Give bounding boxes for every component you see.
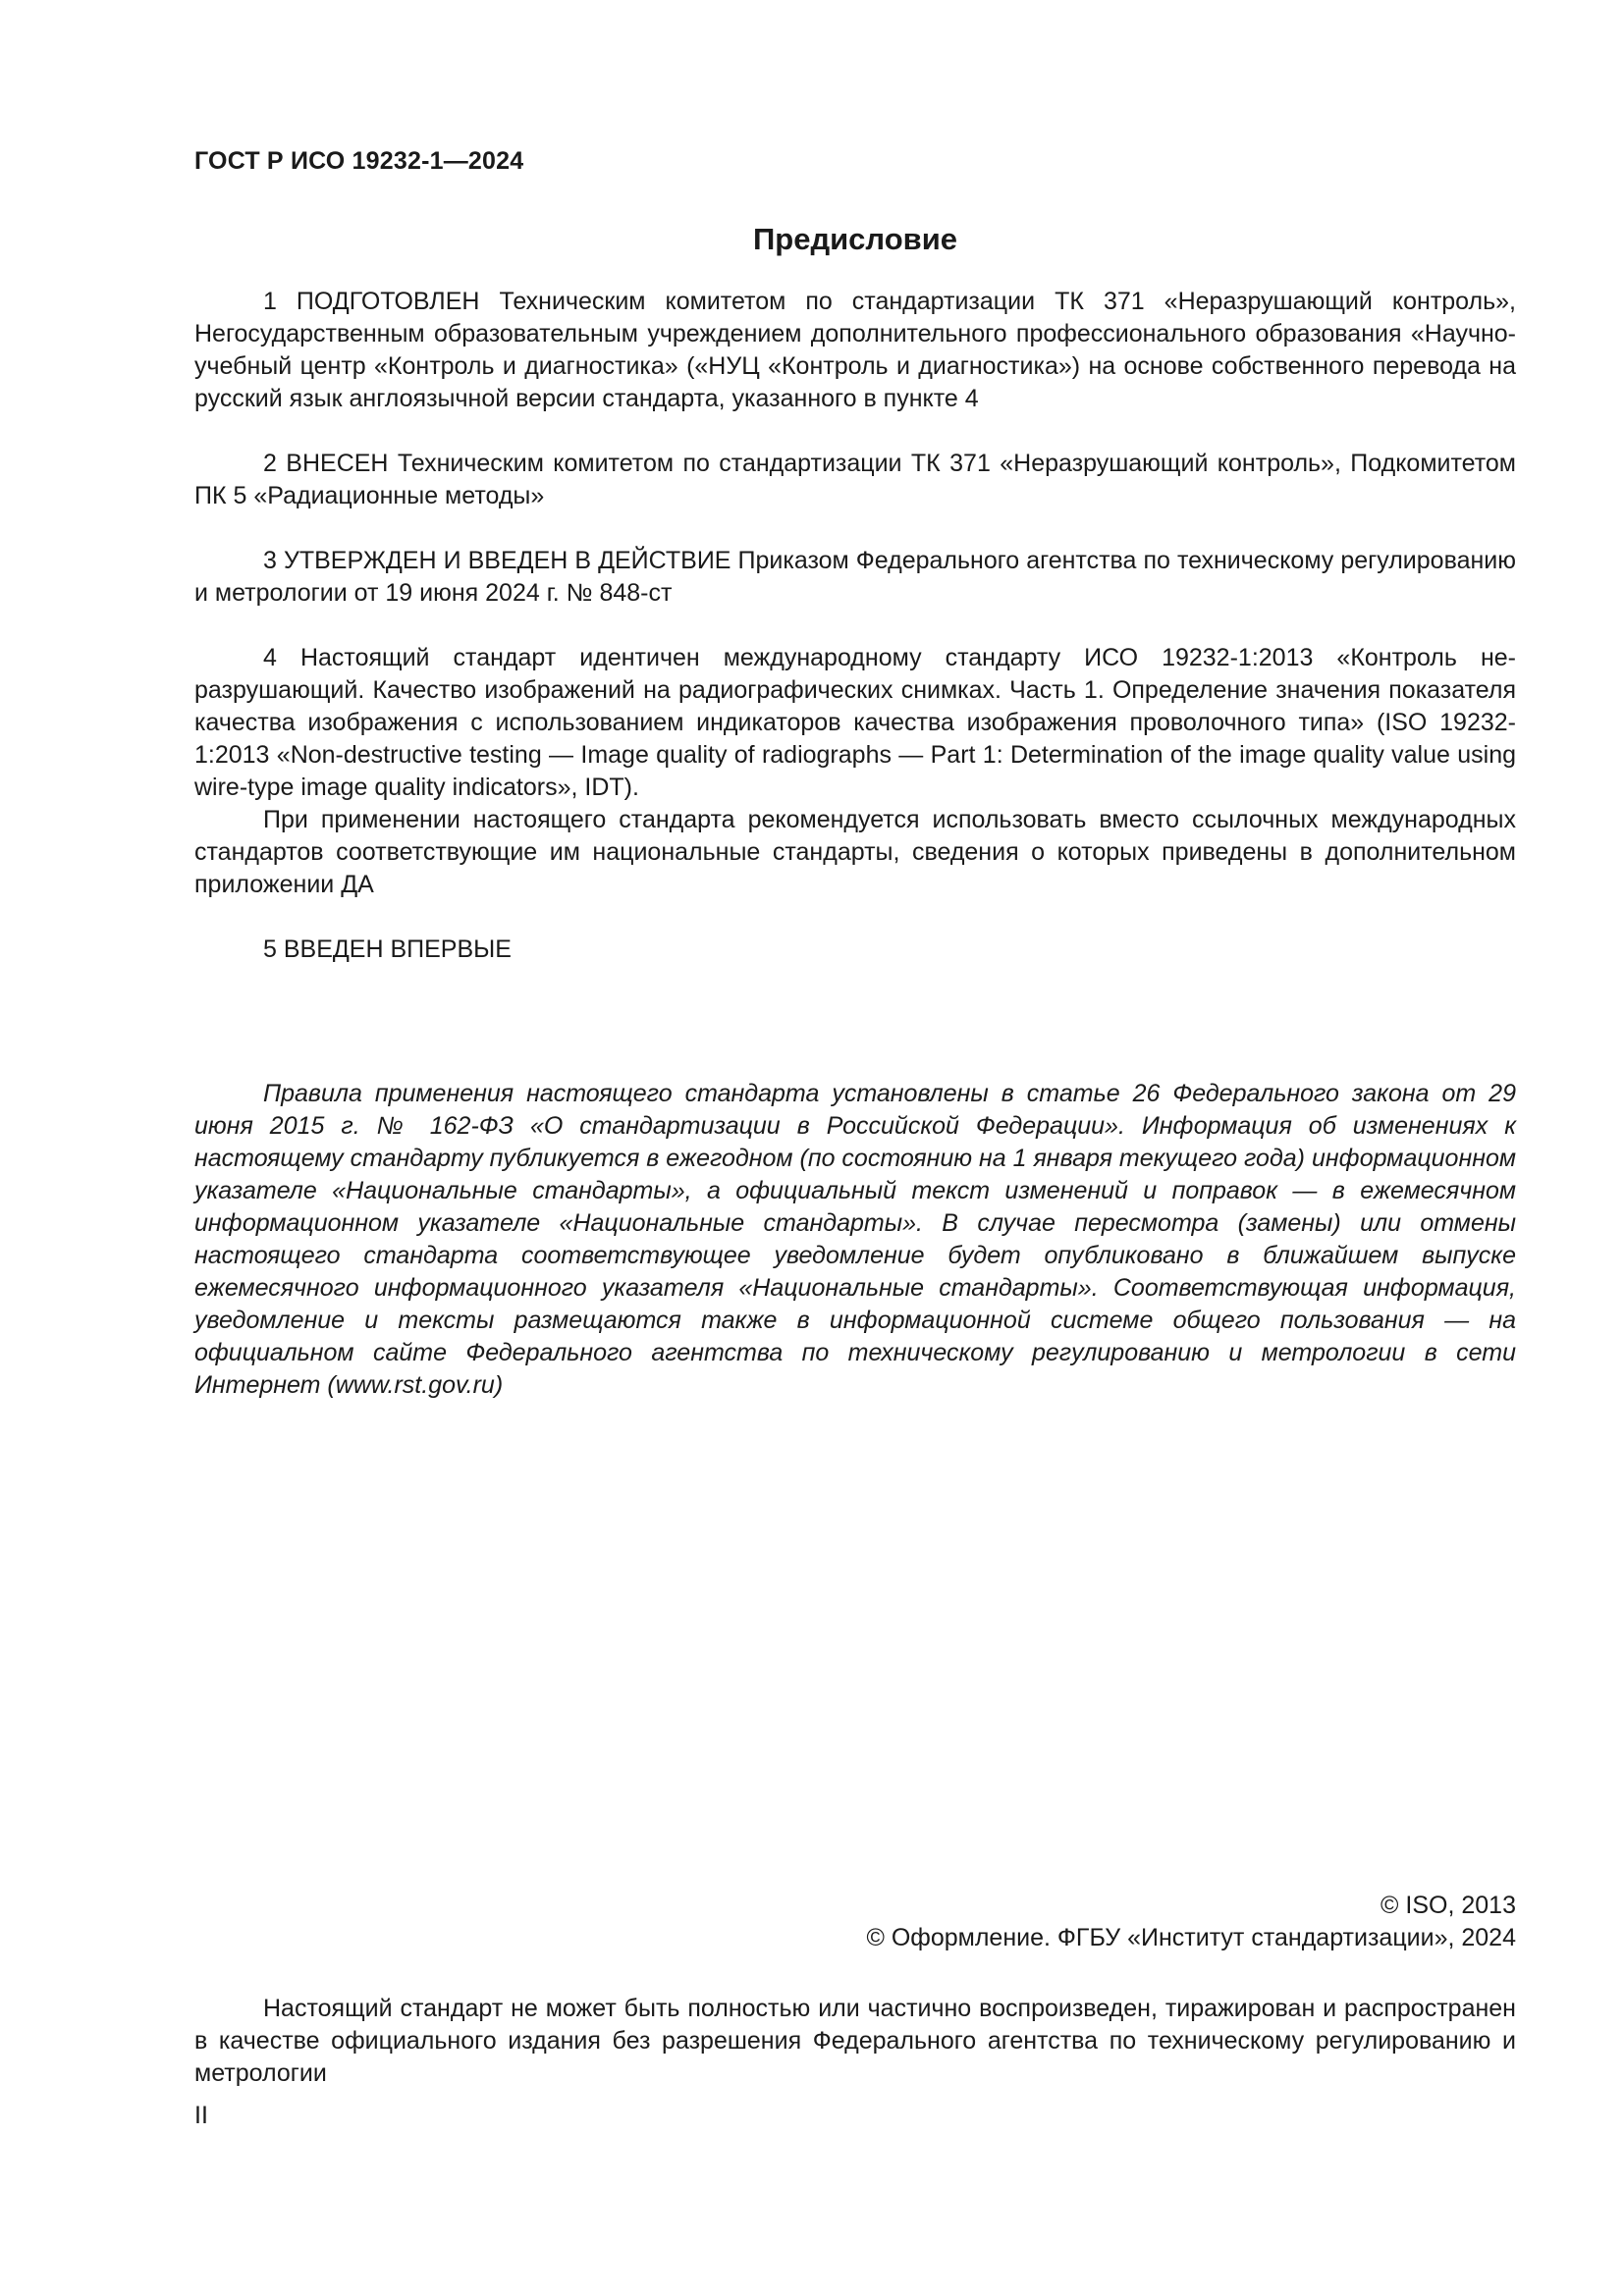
foreword-paragraph-1: 1 ПОДГОТОВЛЕН Техническим комитетом по стандартизации ТК 371 «Неразрушающий контроль», Негосударственным образовательным учреждением дополнительного профессионального образования «Научно-учебный центр «Контроль и диагностика» («НУЦ «Контроль и диагностика») на основе собственного перевода на русский язык англоязычной версии стандарта, указанного в пункте 4: [194, 288, 1516, 412]
page-number: II: [194, 2102, 208, 2129]
reproduction-rights-notice: Настоящий стандарт не может быть полностью или частично воспроизведен, тиражирован и распространен в качестве официального издания без разрешения Федерального агентства по техническому регулированию и метрологии: [194, 1995, 1516, 2087]
foreword-paragraph-2: 2 ВНЕСЕН Техническим комитетом по стандартизации ТК 371 «Неразрушающий контроль», Подкомитетом ПК 5 «Радиационные методы»: [194, 450, 1516, 509]
application-rules-notice: Правила применения настоящего стандарта установлены в статье 26 Федерального закона от 29 июня 2015 г. № 162-ФЗ «О стандартизации в Российской Федерации». Информация об изменениях к настоящему стандарту публикуется в ежегодном (по состоянию на 1 января текущего года) информационном указателе «Национальные стандарты», а официальный текст изменений и поправок — в ежемесячном информационном указателе «Национальные стандарты». В случае пересмотра (замены) или отмены настоящего стандарта соответствующее уведомление будет опубликовано в ближайшем выпуске ежемесячного информационного указателя «Национальные стандарты». Соответствующая информация, уведомление и тексты размещаются также в информационной системе общего пользования — на официальном сайте Федерального агентства по техническому регулированию и метрологии в сети Интернет (www.rst.gov.ru): [194, 1080, 1517, 1399]
foreword-body: [194, 286, 1516, 966]
foreword-paragraph-4-note: При применении настоящего стандарта рекомендуется использовать вместо ссылочных международных стандартов соответствующие им национальные стандарты, сведения о которых приведены в дополнительном приложении ДА: [194, 806, 1516, 898]
copyright-block: [866, 1890, 1516, 1954]
foreword-paragraph-4: 4 Настоящий стандарт идентичен международному стандарту ИСО 19232-1:2013 «Контроль неразрушающий. Качество изображений на радиографических снимках. Часть 1. Определение значения показателя качества изображения с использованием индикаторов качества изображения проволочного типа» (ISO 19232-1:2013 «Non-destructive testing — Image quality of radiographs — Part 1: Determination of the image quality value using wire-type image quality indicators», IDT).: [194, 644, 1516, 801]
foreword-paragraph-3: 3 УТВЕРЖДЕН И ВВЕДЕН В ДЕЙСТВИЕ Приказом Федерального агентства по техническому регулированию и метрологии от 19 июня 2024 г. № 848-ст: [194, 547, 1516, 607]
copyright-design: © Оформление. ФГБУ «Институт стандартизации», 2024: [866, 1924, 1516, 1951]
page-title: Предисловие: [752, 222, 957, 256]
foreword-paragraph-5: 5 ВВЕДЕН ВПЕРВЫЕ: [263, 935, 512, 963]
copyright-iso: © ISO, 2013: [1380, 1892, 1516, 1919]
document-code: ГОСТ Р ИСО 19232-1—2024: [194, 147, 524, 175]
